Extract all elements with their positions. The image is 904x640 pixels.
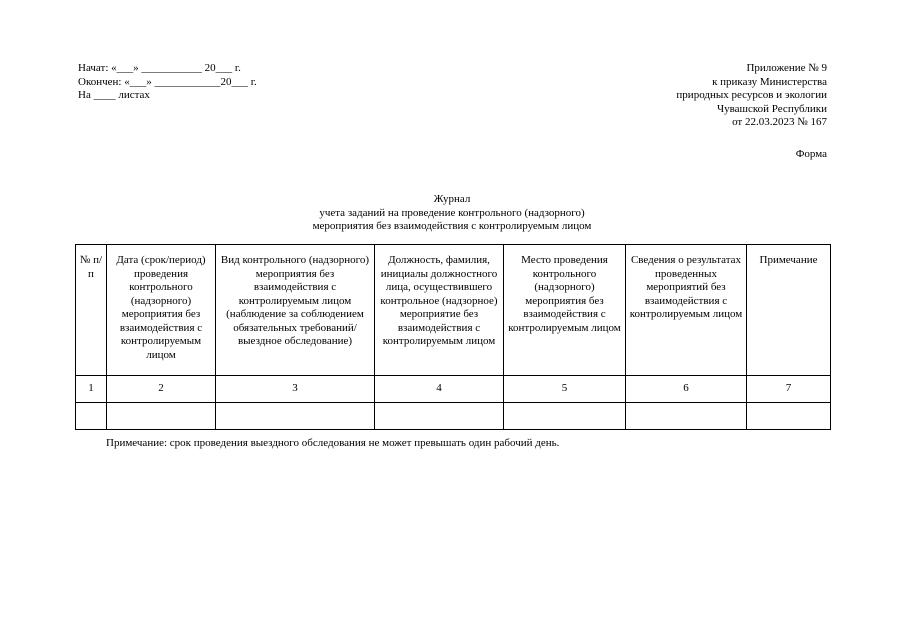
empty-cell: [375, 403, 504, 430]
appendix-ministry: природных ресурсов и экологии: [676, 89, 827, 101]
column-number-4: 4: [375, 376, 504, 403]
started-date-line: Начат: «___» ___________ 20___ г.: [78, 62, 241, 74]
header-note: Примечание: [747, 245, 831, 376]
column-number-5: 5: [504, 376, 626, 403]
empty-cell: [626, 403, 747, 430]
journal-table: [75, 244, 831, 430]
header-type: Вид контрольного (надзорного) мероприятия без взаимодействия с контролируемым лицом (наблюдение за соблюдением обязательных требований/выездное обследование): [216, 245, 375, 376]
empty-cell: [216, 403, 375, 430]
journal-title-line-3: мероприятия без взаимодействия с контролируемым лицом: [312, 220, 592, 232]
column-number-2: 2: [107, 376, 216, 403]
journal-title-line-2: учета заданий на проведение контрольного (надзорного): [319, 206, 585, 219]
header-date: Дата (срок/период) проведения контрольного (надзорного) мероприятия без взаимодействия с контролируемым лицом: [107, 245, 216, 376]
appendix-order-ref: к приказу Министерства: [712, 75, 827, 88]
empty-cell: [747, 403, 831, 430]
appendix-republic: Чувашской Республики: [716, 102, 827, 115]
column-number-3: 3: [216, 376, 375, 403]
footnote: Примечание: срок проведения выездного обследования не может превышать один рабочий день.: [106, 437, 560, 449]
finished-date-line: Окончен: «___» ____________20___ г.: [78, 75, 257, 88]
sheets-count-line: На ____ листах: [78, 89, 150, 101]
table-header-row: [76, 245, 831, 376]
journal-title: [0, 193, 904, 234]
empty-cell: [76, 403, 107, 430]
table-row: [76, 403, 831, 430]
appendix-date: от 22.03.2023 № 167: [732, 116, 827, 128]
header-results: Сведения о результатах проведенных мероприятий без взаимодействия с контролируемым лицом: [626, 245, 747, 376]
table-row: [76, 376, 831, 403]
journal-title-line-1: Журнал: [433, 193, 471, 205]
column-number-6: 6: [626, 376, 747, 403]
column-number-7: 7: [747, 376, 831, 403]
header-official: Должность, фамилия, инициалы должностного лица, осуществившего контрольное (надзорное) мероприятие без взаимодействия с контролируемым лицом: [375, 245, 504, 376]
document-status-block: [78, 62, 257, 103]
form-label: Форма: [795, 148, 827, 160]
appendix-number: Приложение № 9: [746, 62, 827, 74]
appendix-header-block: [676, 62, 827, 130]
header-number: № п/п: [76, 245, 107, 376]
header-place: Место проведения контрольного (надзорного) мероприятия без взаимодействия с контролируемым лицом: [504, 245, 626, 376]
empty-cell: [107, 403, 216, 430]
column-number-1: 1: [76, 376, 107, 403]
empty-cell: [504, 403, 626, 430]
